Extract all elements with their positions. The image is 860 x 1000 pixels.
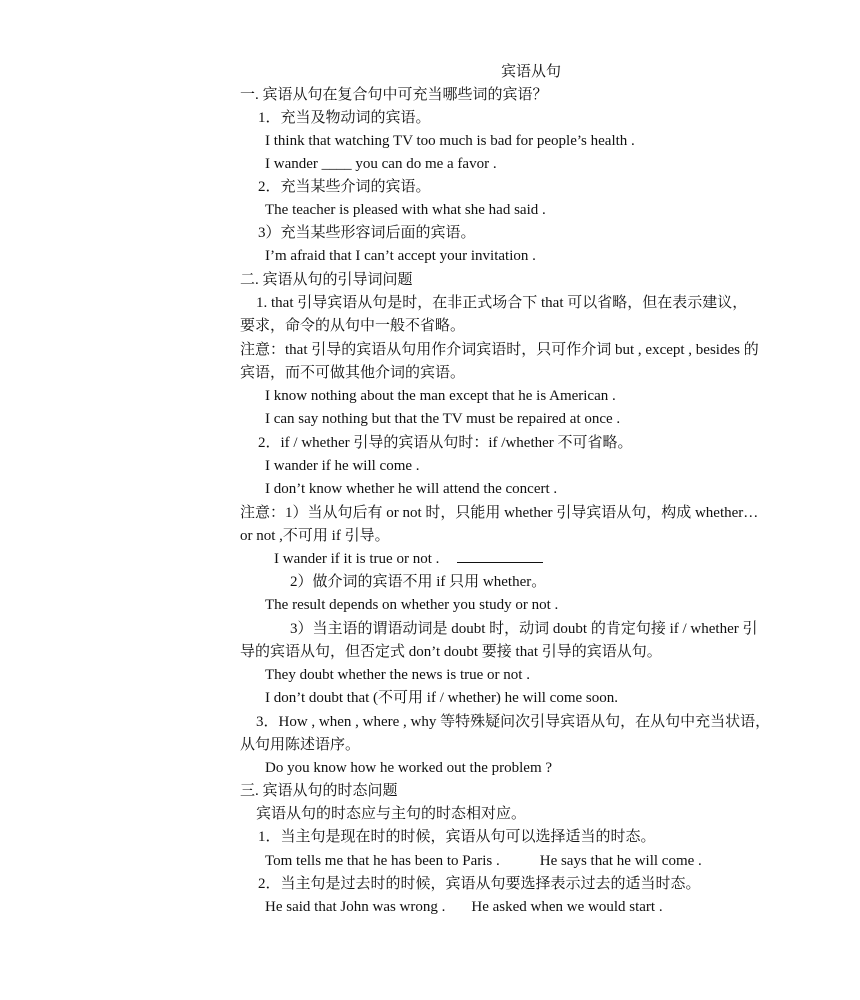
subheading: 3）充当某些形容词后面的宾语。 <box>258 225 476 241</box>
example-sentence: I think that watching TV too much is bad for people’s health . <box>265 133 635 149</box>
subheading: 2．当主句是过去时的时候，宾语从句要选择表示过去的适当时态。 <box>258 876 701 892</box>
example-pair <box>265 896 847 919</box>
note-text: 导的宾语从句，但否定式 don’t doubt 要接 that 引导的宾语从句。 <box>240 644 662 660</box>
example-sentence: He said that John was wrong . <box>265 899 446 915</box>
doc-title: 宾语从句 <box>500 64 561 80</box>
body-text: 从句用陈述语序。 <box>240 737 361 753</box>
note-text: 宾语，而不可做其他介词的宾语。 <box>240 365 466 381</box>
note-text: 注意：that 引导的宾语从句用作介词宾语时，只可作介词 but , except , besides 的 <box>240 342 759 358</box>
subheading: 2．if / whether 引导的宾语从句时：if /whether 不可省略。 <box>258 435 633 451</box>
example-sentence-with-blank <box>274 548 856 571</box>
example-sentence: I wander if he will come . <box>265 458 420 474</box>
note-text: 注意：1）当从句后有 or not 时，只能用 whether 引导宾语从句，构成 whether… <box>240 505 759 521</box>
example-sentence: I don’t know whether he will attend the concert . <box>265 481 558 497</box>
example-sentence: They doubt whether the news is true or not . <box>265 667 530 683</box>
body-text: 要求，命令的从句中一般不省略。 <box>240 318 466 334</box>
example-sentence: Tom tells me that he has been to Paris . <box>265 853 500 869</box>
note-text: or not ,不可用 if 引导。 <box>240 528 390 544</box>
example-sentence: The teacher is pleased with what she had said . <box>265 202 546 218</box>
example-sentence: He says that he will come . <box>539 853 702 869</box>
subheading: 3．How , when , where , why 等特殊疑问次引导宾语从句，在从句中充当状语， <box>256 714 771 730</box>
example-sentence: I wander ____ you can do me a favor . <box>265 156 497 172</box>
example-sentence: I’m afraid that I can’t accept your invitation . <box>265 248 536 264</box>
note-text: 2）做介词的宾语不用 if 只用 whether。 <box>290 574 547 590</box>
example-sentence: I know nothing about the man except that he is American . <box>265 388 616 404</box>
example-sentence: The result depends on whether you study or not . <box>265 597 559 613</box>
example-sentence: I don’t doubt that (不可用 if / whether) he will come soon. <box>265 690 618 706</box>
example-sentence: I can say nothing but that the TV must be repaired at once . <box>265 411 621 427</box>
section-heading-3: 三. 宾语从句的时态问题 <box>240 783 398 799</box>
example-sentence: Do you know how he worked out the problem ? <box>265 760 553 776</box>
example-sentence: I wander if it is true or not . <box>274 551 440 567</box>
section-heading-1: 一. 宾语从句在复合句中可充当哪些词的宾语？ <box>240 87 548 103</box>
body-text: 1. that 引导宾语从句是时，在非正式场合下 that 可以省略，但在表示建议， <box>256 295 748 311</box>
example-pair <box>265 850 847 873</box>
section-heading-2: 二. 宾语从句的引导词问题 <box>240 272 413 288</box>
subheading: 1．充当及物动词的宾语。 <box>258 110 431 126</box>
subheading: 2．充当某些介词的宾语。 <box>258 179 431 195</box>
body-text: 宾语从句的时态应与主句的时态相对应。 <box>256 806 527 822</box>
note-text: 3）当主语的谓语动词是 doubt 时，动词 doubt 的肯定句接 if / whether 引 <box>290 621 758 637</box>
example-sentence: He asked when we would start . <box>471 899 663 915</box>
answer-blank <box>457 549 543 563</box>
subheading: 1．当主句是现在时的时候，宾语从句可以选择适当的时态。 <box>258 829 656 845</box>
